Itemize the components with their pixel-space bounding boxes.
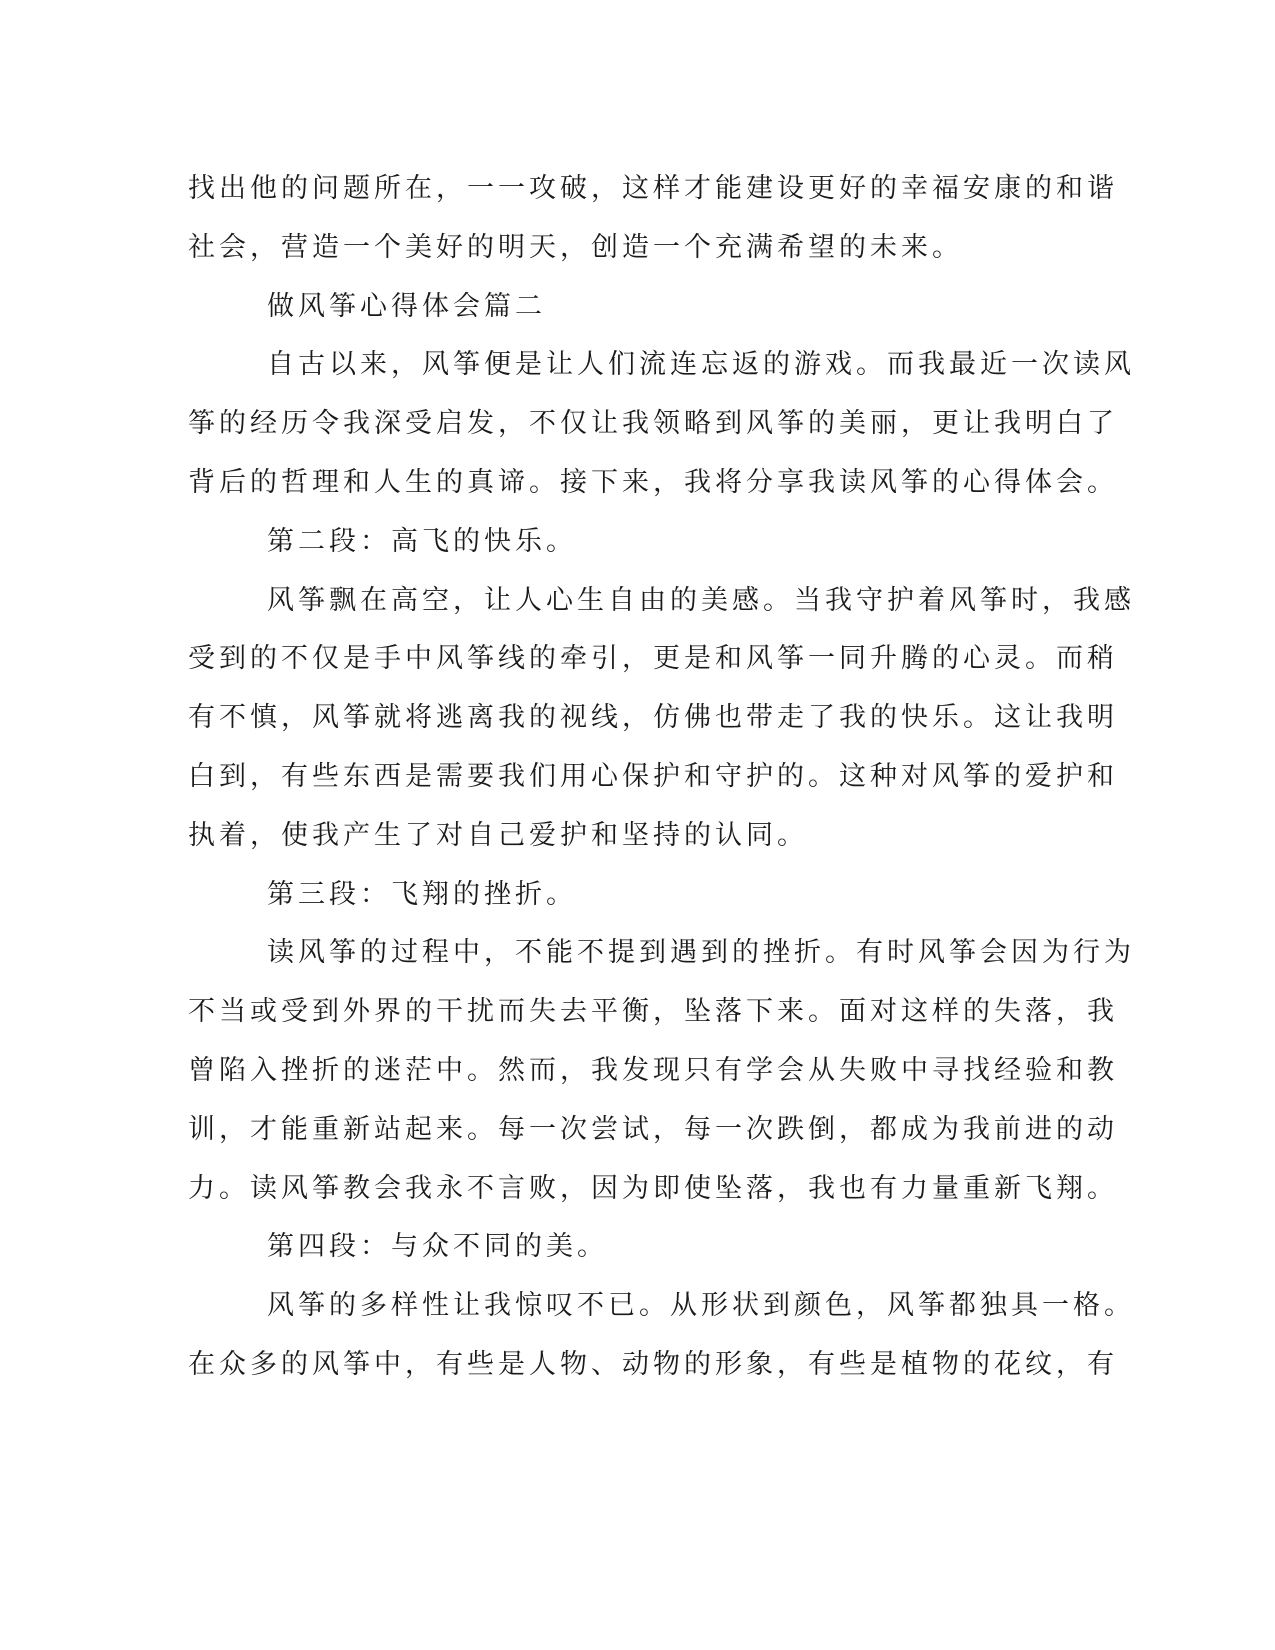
text-line: 自古以来，风筝便是让人们流连忘返的游戏。而我最近一次读风 (267, 349, 1135, 381)
text-line: 白到，有些东西是需要我们用心保护和守护的。这种对风筝的爱护和 (188, 760, 1118, 792)
text-line: 有不慎，风筝就将逃离我的视线，仿佛也带走了我的快乐。这让我明 (188, 702, 1118, 734)
text-line: 社会，营造一个美好的明天，创造一个充满希望的未来。 (188, 231, 963, 263)
text-line: 力。读风筝教会我永不言败，因为即使坠落，我也有力量重新飞翔。 (188, 1172, 1118, 1204)
text-line: 背后的哲理和人生的真谛。接下来，我将分享我读风筝的心得体会。 (188, 466, 1118, 498)
text-line: 在众多的风筝中，有些是人物、动物的形象，有些是植物的花纹，有 (188, 1348, 1118, 1380)
text-line: 执着，使我产生了对自己爱护和坚持的认同。 (188, 819, 808, 851)
text-line: 风筝的多样性让我惊叹不已。从形状到颜色，风筝都独具一格。 (267, 1290, 1135, 1322)
text-line: 不当或受到外界的干扰而失去平衡，坠落下来。面对这样的失落，我 (188, 996, 1118, 1028)
text-line: 筝的经历令我深受启发，不仅让我领略到风筝的美丽，更让我明白了 (188, 408, 1118, 440)
document-body (188, 160, 1135, 1395)
section-heading: 做风筝心得体会篇二 (267, 290, 546, 322)
text-line: 风筝飘在高空，让人心生自由的美感。当我守护着风筝时，我感 (267, 584, 1135, 616)
text-line: 曾陷入挫折的迷茫中。然而，我发现只有学会从失败中寻找经验和教 (188, 1054, 1118, 1086)
text-line: 找出他的问题所在，一一攻破，这样才能建设更好的幸福安康的和谐 (188, 173, 1118, 204)
section-heading: 第二段：高飞的快乐。 (267, 525, 577, 557)
section-heading: 第三段：飞翔的挫折。 (267, 878, 577, 910)
text-line: 受到的不仅是手中风筝线的牵引，更是和风筝一同升腾的心灵。而稍 (188, 643, 1118, 675)
text-line: 读风筝的过程中，不能不提到遇到的挫折。有时风筝会因为行为 (267, 937, 1135, 969)
text-line: 训，才能重新站起来。每一次尝试，每一次跌倒，都成为我前进的动 (188, 1113, 1118, 1145)
section-heading: 第四段：与众不同的美。 (267, 1231, 608, 1263)
